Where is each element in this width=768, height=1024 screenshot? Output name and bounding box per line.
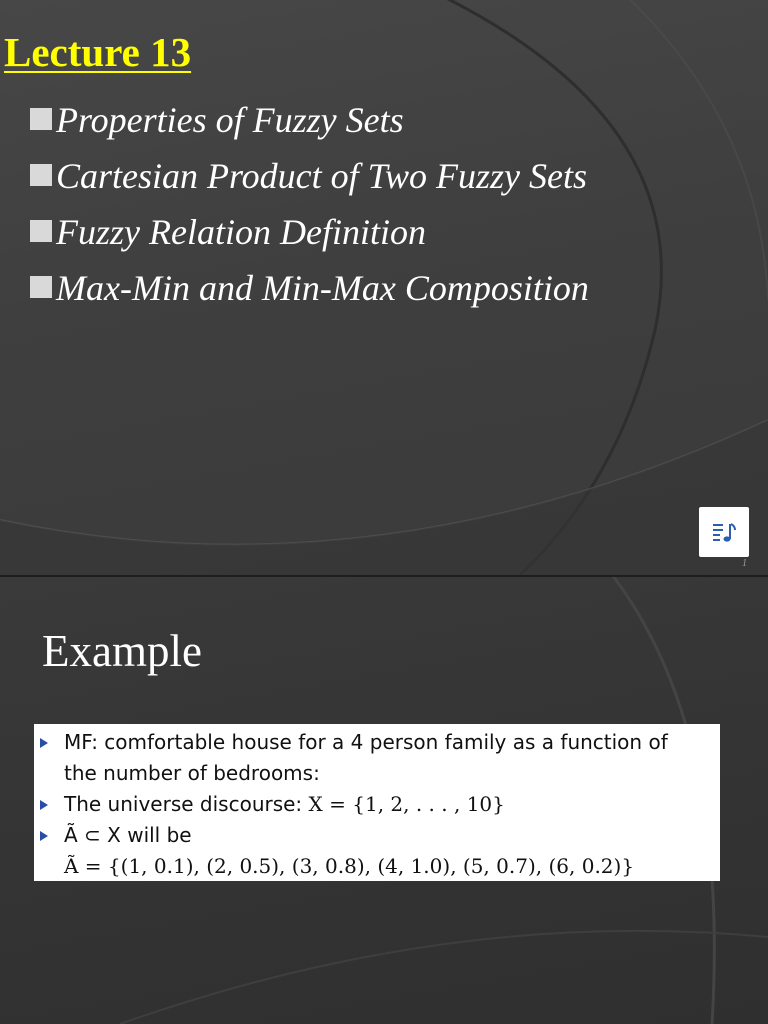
topic-list (30, 92, 589, 316)
list-item: MF: comfortable house for a 4 person family as a function of (34, 727, 712, 758)
square-bullet-icon (30, 164, 52, 186)
list-item: Cartesian Product of Two Fuzzy Sets (30, 148, 589, 204)
lecture-title: Lecture 13 (4, 29, 192, 75)
page-number: 1 (742, 558, 747, 569)
square-bullet-icon (30, 276, 52, 298)
list-item: Properties of Fuzzy Sets (30, 92, 589, 148)
list-item: Max-Min and Min-Max Composition (30, 260, 589, 316)
slide-title: Example (42, 626, 202, 676)
list-item-continuation: the number of bedrooms: (64, 761, 320, 785)
list-item-continuation: Ã = {(1, 0.1), (2, 0.5), (3, 0.8), (4, 1.0), (5, 0.7), (6, 0.2)} (64, 854, 635, 878)
playlist-button[interactable] (699, 507, 749, 557)
playlist-music-icon (710, 518, 738, 546)
triangle-bullet-icon (40, 738, 48, 748)
list-item: Ã ⊂ X will be (34, 820, 712, 851)
list-item: The universe discourse: X = {1, 2, . . . , 10} (34, 789, 712, 820)
triangle-bullet-icon (40, 800, 48, 810)
definition-box (34, 724, 720, 881)
list-item: Fuzzy Relation Definition (30, 204, 589, 260)
square-bullet-icon (30, 220, 52, 242)
square-bullet-icon (30, 108, 52, 130)
triangle-bullet-icon (40, 831, 48, 841)
slide-2 (0, 577, 768, 1024)
